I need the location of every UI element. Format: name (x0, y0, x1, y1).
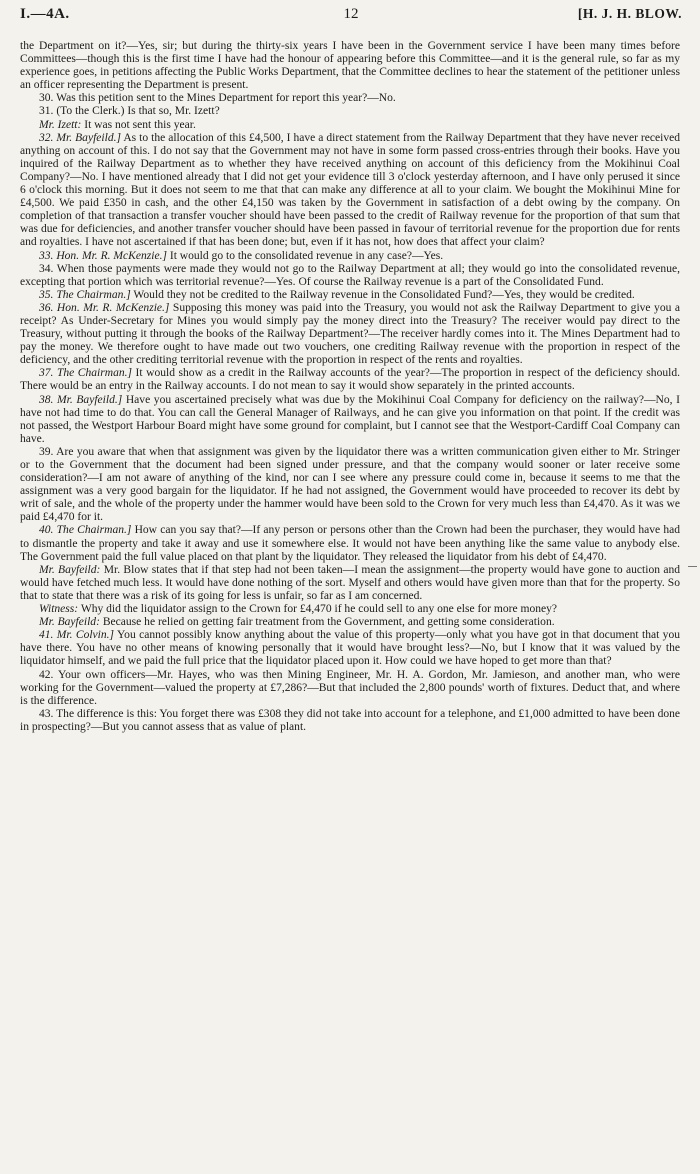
speaker-label: 35. The Chairman.] (39, 288, 131, 301)
paragraph-text: 31. (To the Clerk.) Is that so, Mr. Izett? (39, 105, 220, 118)
paragraph-text: 39. Are you aware that when that assignment was given by the liquidator there was a written communication given either to Mr. Stringer or to the Government that the document had been signed under pressure, and that the company would sooner or later receive some consideration?—I am not aware of anything of the kind, nor can I see where any pressure could come in, because it seems to me that the assignment was a very good bargain for the liquidator. If he had not assigned, the Government would have proceeded to recover its debt by writ of sale, and the whole of the property under the hammer would have been sold to the Crown for very much less than £4,470. As it was we paid £4,470 for it. (20, 445, 680, 524)
paragraph (20, 302, 680, 367)
speaker-label: Mr. Izett: (39, 118, 82, 131)
page-header (20, 6, 682, 28)
paragraph (20, 92, 680, 105)
speaker-label: 36. Hon. Mr. R. McKenzie.] (39, 301, 170, 314)
paragraph-text: 42. Your own officers—Mr. Hayes, who was then Mining Engineer, Mr. H. A. Gordon, Mr. Jamieson, and another man, who were working for the Government—valued the property at £7,286?—But that included the 2,800 pounds' worth of fixtures. Deduct that, and where is the difference. (20, 668, 680, 707)
paragraph (20, 616, 680, 629)
paragraph-text: Have you ascertained precisely what was due by the Mokihinui Coal Company for deficiency on the railway?—No, I have not had time to do that. You can call the General Manager of Railways, and he can give you information on that point. If the credit was not passed, the Westport Harbour Board might have some ground for complaint, but I cannot see that the Westport-Cardiff Coal Company can have. (20, 393, 680, 445)
speaker-label: Mr. Bayfeild: (39, 563, 101, 576)
speaker-label: 33. Hon. Mr. R. McKenzie.] (39, 249, 167, 262)
paragraph-text: 34. When those payments were made they would not go to the Railway Department at all; they would go into the consolidated revenue, excepting that portion which was territorial revenue?—Yes. Of course the Railway revenue is a part of the Consolidated Fund. (20, 262, 680, 288)
paragraph (20, 132, 680, 250)
paragraph (20, 524, 680, 563)
paragraph-text: Would they not be credited to the Railway revenue in the Consolidated Fund?—Yes, they would be credited. (130, 288, 635, 301)
speaker-label: Mr. Bayfeild: (39, 616, 100, 629)
paragraph-text: 30. Was this petition sent to the Mines Department for report this year?—No. (39, 92, 396, 105)
witness-name: [H. J. H. BLOW. (577, 6, 682, 21)
paragraph (20, 394, 680, 446)
paragraph (20, 105, 680, 118)
paragraph-text: You cannot possibly know anything about the value of this property—only what you have got in that document that you have there. You have no other means of knowing personally that it would have brought less?—No, but I know that it was valued by the liquidator himself, and we paid the full price that the liquidator placed upon it. How could we have hoped to get more than that? (20, 629, 681, 668)
paragraph-text: Because he relied on getting fair treatment from the Government, and getting some consideration. (99, 616, 555, 629)
paragraph-text: How can you say that?—If any person or persons other than the Crown had been the purchaser, they would have had to dismantle the property and take it away and use it somewhere else. It would not have been anything like the same value to anybody else. The Government paid the full value placed on that plant by the liquidator. They released the liquidator from his debt of £4,470. (20, 524, 681, 563)
speaker-label: 37. The Chairman.] (39, 367, 133, 380)
paragraph (20, 603, 680, 616)
speaker-label: 38. Mr. Bayfeild.] (39, 393, 123, 406)
paragraph-text: 43. The difference is this: You forget there was £308 they did not take into account for a telephone, and £1,000 admitted to have been done in prospecting?—But you cannot assess that as value of plant. (20, 707, 681, 733)
margin-dash (688, 566, 697, 567)
paragraph (20, 40, 680, 92)
paragraph (20, 446, 680, 525)
paragraph (20, 367, 680, 393)
paragraph (20, 289, 680, 302)
paragraph-text: Why did the liquidator assign to the Crown for £4,470 if he could sell to any one else for more money? (78, 603, 558, 616)
paragraph (20, 250, 680, 263)
page-number: 12 (343, 6, 359, 22)
speaker-label: 41. Mr. Colvin.] (39, 629, 115, 642)
speaker-label: Witness: (39, 603, 79, 616)
paragraph (20, 669, 680, 708)
page-body (20, 40, 680, 734)
document-reference: I.—4A. (20, 6, 70, 22)
speaker-label: 40. The Chairman.] (39, 524, 132, 537)
paragraph (20, 629, 680, 668)
paragraph (20, 708, 680, 734)
speaker-label: 32. Mr. Bayfeild.] (39, 131, 121, 144)
paragraph-text: As to the allocation of this £4,500, I have a direct statement from the Railway Department that they have never received anything on account of this. I do not say that the Government may not have in some form passed cross-entries through their books. Have you inquired of the Railway Department as to whether they have received anything on account of this deficiency from the Mokihinui Coal Company?—No. I have mentioned already that I did not get your evidence till 3 o'clock yesterday afternoon, and I have only perused it since 6 o'clock this morning. But it does not seem to me that that can make any difference at all to your claim. We bought the Mokihinui Mine for £4,500. We paid £350 in cash, and the other £4,150 was taken by the Government in satisfaction of a debt owing by the company. On completion of that transaction a transfer voucher should have been passed to the credit of Railway revenue for the proportion of that sum that was due for deficiencies, and another transfer voucher should have been passed in favour of territorial revenue for the proportion due for rents and royalties. I have not ascertained if that has been done; but, even if it has not, how does that affect your claim? (20, 131, 680, 249)
paragraph-text: It was not sent this year. (81, 118, 196, 131)
paragraph-text: It would show as a credit in the Railway accounts of the year?—The proportion in respect of the deficiency should. There would be an entry in the Railway accounts. I do not mean to say it would show separately in the printed accounts. (20, 367, 680, 393)
paragraph-text: It would go to the consolidated revenue in any case?—Yes. (166, 249, 444, 262)
paragraph (20, 263, 680, 289)
paragraph-text: Supposing this money was paid into the Treasury, you would not ask the Railway Department to give you a receipt? As Under-Secretary for Mines you would simply pay the money direct into the Treasury? The receiver would pay direct to the Treasury, without putting it through the books of the Railway Department?—The receiver hardly comes into it. The Mines Department had to pay the money. We therefore ought to have made out two vouchers, one crediting Railway revenue with the proportion in respect of the deficiency, and the other crediting territorial revenue with the proportion in respect of the rents and royalties. (20, 301, 680, 367)
paragraph-text: Mr. Blow states that if that step had not been taken—I mean the assignment—the property would have gone to auction and would have fetched much less. It would have done nothing of the sort. Myself and others would have given more than that for the property. So that to state that there was a risk of its going for less is unfair, so far as I am concerned. (20, 563, 680, 602)
paragraph (20, 119, 680, 132)
paragraph (20, 564, 680, 603)
paragraph-text: the Department on it?—Yes, sir; but during the thirty-six years I have been in the Government service I have been many times before Committees—though this is the first time I have had the honour of appearing before this Committee—and it is the general rule, so far as my experience goes, in petitions affecting the Public Works Department, that the Committee declines to hear the statement of the petitioner unless an officer representing the Department is present. (20, 40, 680, 92)
